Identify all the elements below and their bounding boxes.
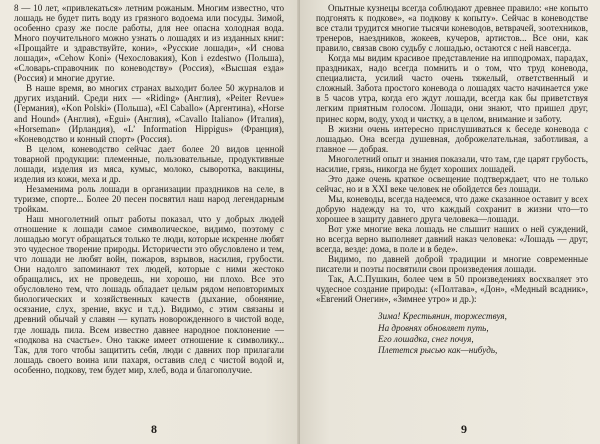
- poem-line: Зима! Крестьянин, торжествуя,: [378, 311, 507, 322]
- paragraph: Мы, коневоды, всегда надеемся, что даже сказанное оставит у всех добрую надежду на то, что каждый сохранит в жизни что—то хорошее в защиту давнего друга человека—лошади.: [316, 193, 588, 224]
- poem-quote: [378, 311, 588, 356]
- paragraph: Опытные кузнецы всегда соблюдают древнее правило: «не копыто подгонять к подкове», «а подкову к копыту». Сейчас в коневодстве все стали трудится многие тысячи коневодов, ветврачей, зоотехников, тренеров, наездников, жокеев, кучеров, артистов... Все они, как правило, связав свою судьбу с лошадью, остаются с ней навсегда.: [316, 3, 588, 54]
- paragraph: В целом, коневодство сейчас дает более 20 видов ценной товарной продукции: племенные, пользовательные, продуктивные лошади, изделия из мяса, кумыс, молоко, сыворотка, вакцины, изделия из кожи, меха и др.: [14, 143, 284, 184]
- paragraph: В наше время, во многих странах выходит более 50 журналов и других изданий. Среди них — «Riding» (Англия), «Peiter Revue» (Германия), «Kon Polski» (Польша), «El Caballo» (Аргентина), «Horse and Hound» (Англия), «Egui» (Англия), «Cavallo Italiano» (Италия), «Horseman» (Ирландия), «L’ Information Hippigus» (Франция), «Коневодство и конный спорт» (Россия).: [14, 83, 284, 144]
- page-number: 9: [461, 422, 467, 436]
- page-number: 8: [151, 422, 157, 436]
- right-page: [300, 0, 600, 444]
- paragraph: Многолетний опыт и знания показали, что там, где царят грубость, насилие, грязь, никогда не будет хороших лошадей.: [316, 153, 589, 174]
- paragraph: Это даже очень краткое освещение подтверждает, что не только сейчас, но и в XXI веке человек не обойдется без лошади.: [316, 173, 588, 194]
- poem-line: Его лошадка, снег почуя,: [378, 333, 474, 344]
- paragraph: В жизни очень интересно прислушиваться к беседе коневода с лошадью. Она всегда душевная, доброжелательная, заботливая, а главное — добрая.: [316, 123, 588, 154]
- paragraph: Так, А.С.Пушкин, более чем в 50 произведениях восхваляет это чудесное создание природы: («Полтава», «Дон», «Медный всадник», «Евгений Онегин», «Зимнее утро» и др.):: [316, 274, 588, 305]
- paragraph: Вот уже многие века лошадь не слышит наших о ней суждений, но всегда верно выполняет давний наказ человека: «Лошадь — друг, всегда, везде: дома, в поле и в беде».: [316, 224, 588, 255]
- paragraph: Когда мы видим красивое представление на ипподромах, парадах, праздниках, надо всегда помнить и о том, что труд коневода, специалиста, усилий часто очень тяжелый, ответственный и сложный. Забота простого коневода о лошадях часто начинается уже в 5 часов утра, когда его ждут лошади, всегда как бы приветствуя легким приятным голосом. Лошади, они знают, что пришел друг, принес корм, воду, уход и чистку, а в целом, внимание и заботу.: [316, 53, 588, 124]
- paragraph: Видимо, по давней доброй традиции и многие современные писатели и поэты посвятили свои произведения лошади.: [316, 254, 588, 275]
- poem-line: На дровнях обновляет путь,: [378, 322, 489, 333]
- poem-line: Плетется рысью как—нибудь,: [378, 345, 498, 356]
- paragraph: Незаменима роль лошади в организации праздников на селе, в туризме, спорте... Более 20 песен посвятил наш народ легендарным тройкам.: [14, 183, 284, 214]
- paragraph: 8 — 10 лет, «привлекаться» летним рожаным. Многим известно, что лошадь не будет пить воду из грязного водоема или посуды. Зимой, особенно сразу же после работы, для нее опасна холодная вода. Много поучительного можно узнать о лошадях и из изданных книг: «Прощайте и здравствуйте, кони», «Русские лошади», «И снова лошади», «Cehow Koni» (Чехословакия), Kon i ezdestwo (Польша), «Словарь-справочник по коневодству» (Россия), «Высшая езда» (Россия) и многие другие.: [14, 3, 284, 84]
- paragraph: Наш многолетний опыт работы показал, что у добрых людей отношение к лошади самое символическое, видимо, поэтому с лошадью могут обращаться только те люди, которые искренне любят это чудесное творение природы. Историчести это обусловлено и тем, что лошади не любят войн, пожаров, взрывов, насилия, грубости. Они надолго запоминают тех людей, которые с ними жестоко обращались, их не проведешь, ни хорошо, ни плохо. Все это обусловлено тем, что лошадь обладает целым рядом неповторимых биологических и хозяйственных качеств (дыхание, обоняние, осязание, слух, зрение, вкус и т.д.). Видимо, с этим связаны и древний обычай у славян — купать новорожденного в чистой воде, где лошадь пила. Всем известно давнее народное поклонение — «подкова на счастье». Оно также имеет отношение к символику... Так, для того чтобы защитить себя, люди с давних пор прилагали лошадь своего воина или пахаря, оставив след с чистой водой и, особенно, подкову, тем будет мир, хлеб, вода и благополучие.: [14, 213, 284, 375]
